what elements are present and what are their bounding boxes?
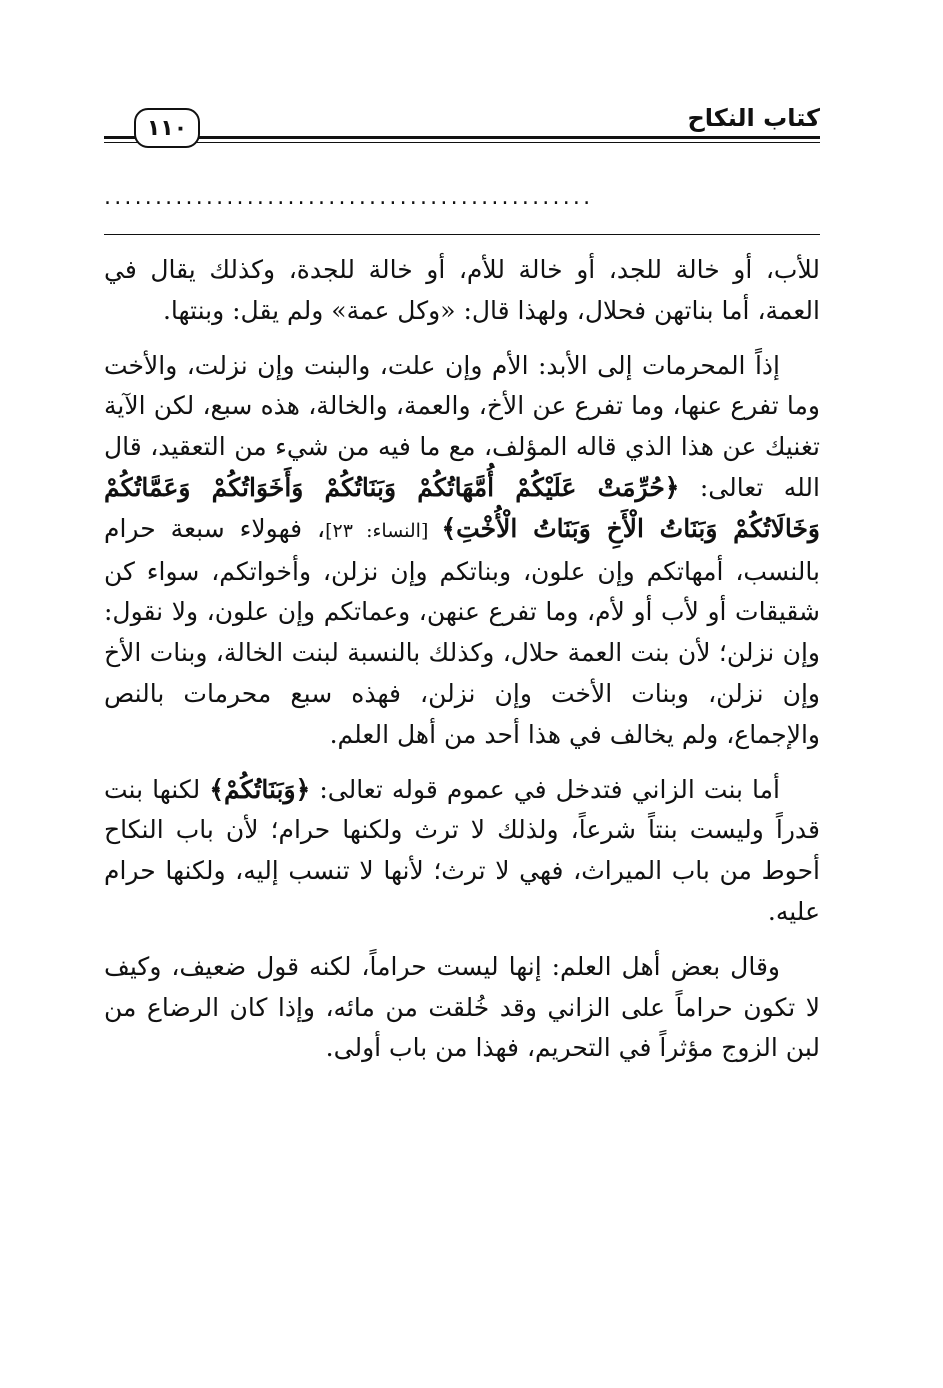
paragraph [104,346,820,756]
paragraph [104,250,820,332]
running-header [104,100,820,148]
header-rule [104,136,820,139]
page-number: ١١٠ [134,108,200,148]
paragraph-text: وقال بعض أهل العلم: إنها ليست حراماً، لكنه قول ضعيف، وكيف لا تكون حراماً على الزاني وقد خُلقت من مائه، وإذا كان الرضاع من لبن الزوج مؤثراً في التحريم، فهذا من باب أولى. [104,951,820,1063]
dotted-separator: ................................................ [104,187,594,209]
paragraph-text: أما بنت الزاني فتدخل في عموم قوله تعالى: [310,774,780,804]
separator-rule [104,234,820,235]
header-rule-thin [104,142,820,143]
verse-reference: [النساء: ٢٣] [325,519,442,542]
paragraph-text: إذاً المحرمات إلى الأبد: الأم وإن علت، والبنت وإن نزلت، والأخت وما تفرع عنها، وما تفرع عن الأخ، والعمة، والخالة، هذه سبع، لكن الآية تغنيك عن هذا الذي قاله المؤلف، مع ما فيه من شيء من التعقيد، قال الله تعالى: [104,350,820,502]
paragraph-text: ، فهولاء سبعة حرام بالنسب، أمهاتكم وإن علون، وبناتكم وإن نزلن، وأخواتكم، سواء كن شقيقات أو لأب أو لأم، وما تفرع عنهن، وعماتكم وإن علون، ولا نقول: وإن نزلن؛ لأن بنت العمة حلال، وكذلك بالنسبة لبنت الخالة، وبنات الأخ وإن نزلن، وبنات الأخت وإن نزلن، فهذه سبع محرمات بالنص والإجماع، ولم يخالف في هذا أحد من أهل العلم. [104,513,820,749]
book-title: كتاب النكاح [687,104,820,132]
paragraph [104,947,820,1069]
quran-verse: ﴿وَبَنَاتُكُمْ﴾ [209,774,311,804]
paragraph-text: لكنها بنت قدراً وليست بنتاً شرعاً، ولذلك لا ترث ولكنها حرام؛ لأن باب النكاح أحوط من باب الميراث، فهي لا ترث؛ لأنها لا تنسب إليه، ولكنها حرام عليه. [104,774,820,926]
paragraph-text: للأب، أو خالة للجد، أو خالة للأم، أو خالة للجدة، وكذلك يقال في العمة، أما بناتهن فحلال، ولهذا قال: «وكل عمة» ولم يقل: وبنتها. [104,255,820,325]
body-text [104,250,820,1083]
quran-verse: ﴿حُرِّمَتْ عَلَيْكُمْ أُمَّهَاتُكُمْ وَبَنَاتُكُمْ وَأَخَوَاتُكُمْ وَعَمَّاتُكُمْ وَخَالَاتُكُمْ وَبَنَاتُ الْأَخِ وَبَنَاتُ الْأُخْتِ﴾ [104,472,820,543]
paragraph [104,770,820,933]
